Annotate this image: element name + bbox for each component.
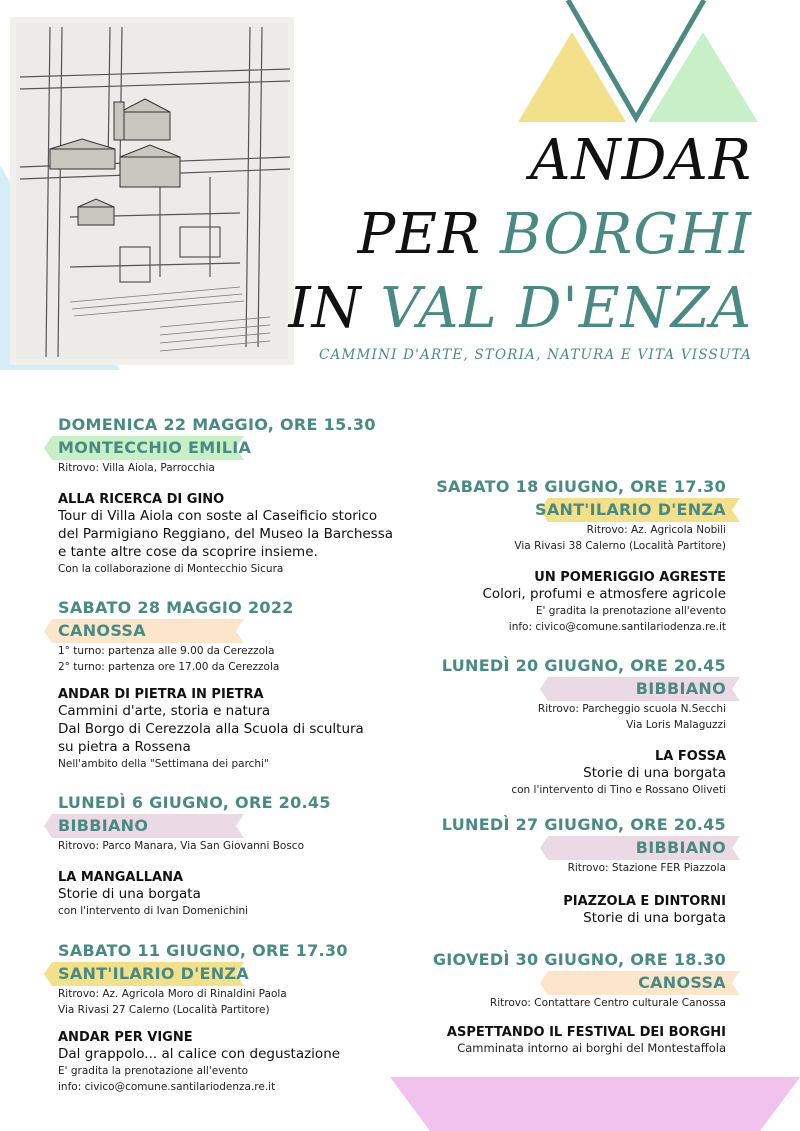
historical-map-drawing (10, 17, 294, 365)
event-meeting: 1° turno: partenza alle 9.00 da Cerezzola (58, 645, 275, 657)
title-line-3 (288, 276, 752, 341)
event-title: ANDAR PER VIGNE (58, 1030, 193, 1045)
event-body: Cammini d'arte, storia e natura (58, 703, 271, 719)
event-note: Nell'ambito della "Settimana dei parchi" (58, 758, 269, 770)
event-meeting: 2° turno: partenza ore 17.00 da Cerezzola (58, 661, 280, 673)
event-body: Tour di Villa Aiola con soste al Caseificio storico (58, 508, 378, 524)
event-place: BIBBIANO (635, 838, 726, 857)
event-place: BIBBIANO (635, 679, 726, 698)
event-title: ASPETTANDO IL FESTIVAL DEI BORGHI (446, 1025, 726, 1040)
subtitle: CAMMINI D'ARTE, STORIA, NATURA E VITA VISSUTA (319, 347, 752, 363)
event-date: LUNEDÌ 6 GIUGNO, ORE 20.45 (58, 793, 331, 812)
title-line-1: ANDAR (530, 128, 752, 193)
event-meeting: Via Rivasi 38 Calerno (Località Partitore) (514, 540, 726, 552)
event-date: LUNEDÌ 20 GIUGNO, ORE 20.45 (441, 656, 726, 675)
event-title: ALLA RICERCA DI GINO (58, 492, 225, 507)
event-body: Dal Borgo di Cerezzola alla Scuola di scultura (58, 721, 364, 737)
event-meeting: Ritrovo: Parco Manara, Via San Giovanni Bosco (58, 840, 304, 852)
event-body: del Parmigiano Reggiano, del Museo la Barchessa (58, 526, 394, 542)
green-triangle (648, 32, 758, 122)
event-date: GIOVEDÌ 30 GIUGNO, ORE 18.30 (432, 950, 726, 969)
event-title: ANDAR DI PIETRA IN PIETRA (58, 687, 264, 702)
event-body: su pietra a Rossena (58, 739, 191, 755)
event-meeting: Ritrovo: Contattare Centro culturale Canossa (489, 997, 726, 1009)
event-date: LUNEDÌ 27 GIUGNO, ORE 20.45 (441, 815, 726, 834)
event-meeting: Ritrovo: Stazione FER Piazzola (567, 862, 726, 874)
event-body: e tante altre cose da scoprire insieme. (58, 544, 318, 560)
event-right-4 (366, 950, 726, 1056)
event-right-3 (366, 815, 726, 927)
title-word-val-denza: VAL D'ENZA (380, 276, 752, 341)
title-word-borghi: BORGHI (500, 202, 752, 267)
event-body: Dal grappolo... al calice con degustazione (58, 1046, 341, 1062)
event-left-3 (58, 793, 418, 919)
event-date: SABATO 28 MAGGIO 2022 (58, 598, 294, 617)
event-right-1 (366, 477, 726, 635)
title-word-per: PER (357, 202, 501, 267)
pink-trapezoid (390, 1077, 800, 1131)
event-extra: Camminata intorno ai borghi del Montestaffola (457, 1041, 726, 1055)
event-note: E' gradita la prenotazione all'evento (58, 1065, 249, 1077)
event-title: LA FOSSA (654, 749, 726, 764)
event-body: Storie di una borgata (583, 765, 726, 781)
event-title: UN POMERIGGIO AGRESTE (534, 570, 726, 585)
event-body: Storie di una borgata (583, 910, 726, 926)
event-meeting: Ritrovo: Az. Agricola Nobili (586, 524, 726, 536)
event-note: con l'intervento di Ivan Domenichini (58, 905, 249, 917)
event-meeting: Via Rivasi 27 Calerno (Località Partitore) (58, 1004, 270, 1016)
event-left-1 (58, 415, 418, 577)
event-date: SABATO 11 GIUGNO, ORE 17.30 (58, 941, 348, 960)
event-note: info: civico@comune.santilariodenza.re.it (58, 1081, 276, 1093)
event-title: LA MANGALLANA (58, 870, 184, 885)
event-meeting: Ritrovo: Villa Aiola, Parrocchia (58, 462, 215, 474)
event-title: PIAZZOLA E DINTORNI (563, 894, 726, 909)
event-note: Con la collaborazione di Montecchio Sicura (58, 563, 284, 575)
event-left-4 (58, 941, 418, 1095)
event-place: MONTECCHIO EMILIA (58, 438, 252, 457)
event-left-2 (58, 598, 418, 772)
event-note: con l'intervento di Tino e Rossano Oliveti (511, 784, 726, 796)
event-meeting: Via Loris Malaguzzi (626, 719, 726, 731)
event-place: SANT'ILARIO D'ENZA (535, 500, 726, 519)
event-meeting: Ritrovo: Parcheggio scuola N.Secchi (537, 703, 726, 715)
event-date: DOMENICA 22 MAGGIO, ORE 15.30 (58, 415, 376, 434)
event-place: CANOSSA (58, 621, 146, 640)
event-date: SABATO 18 GIUGNO, ORE 17.30 (436, 477, 726, 496)
title-word-in: IN (288, 276, 381, 341)
event-note: info: civico@comune.santilariodenza.re.it (508, 621, 726, 633)
event-body: Storie di una borgata (58, 886, 201, 902)
event-place: BIBBIANO (58, 816, 149, 835)
event-meeting: Ritrovo: Az. Agricola Moro di Rinaldini Paola (58, 988, 287, 1000)
title-line-2 (357, 202, 753, 267)
event-note: E' gradita la prenotazione all'evento (535, 605, 726, 617)
event-right-2 (366, 656, 726, 798)
event-place: CANOSSA (638, 973, 726, 992)
event-body: Colori, profumi e atmosfere agricole (482, 586, 726, 602)
event-place: SANT'ILARIO D'ENZA (58, 964, 249, 983)
